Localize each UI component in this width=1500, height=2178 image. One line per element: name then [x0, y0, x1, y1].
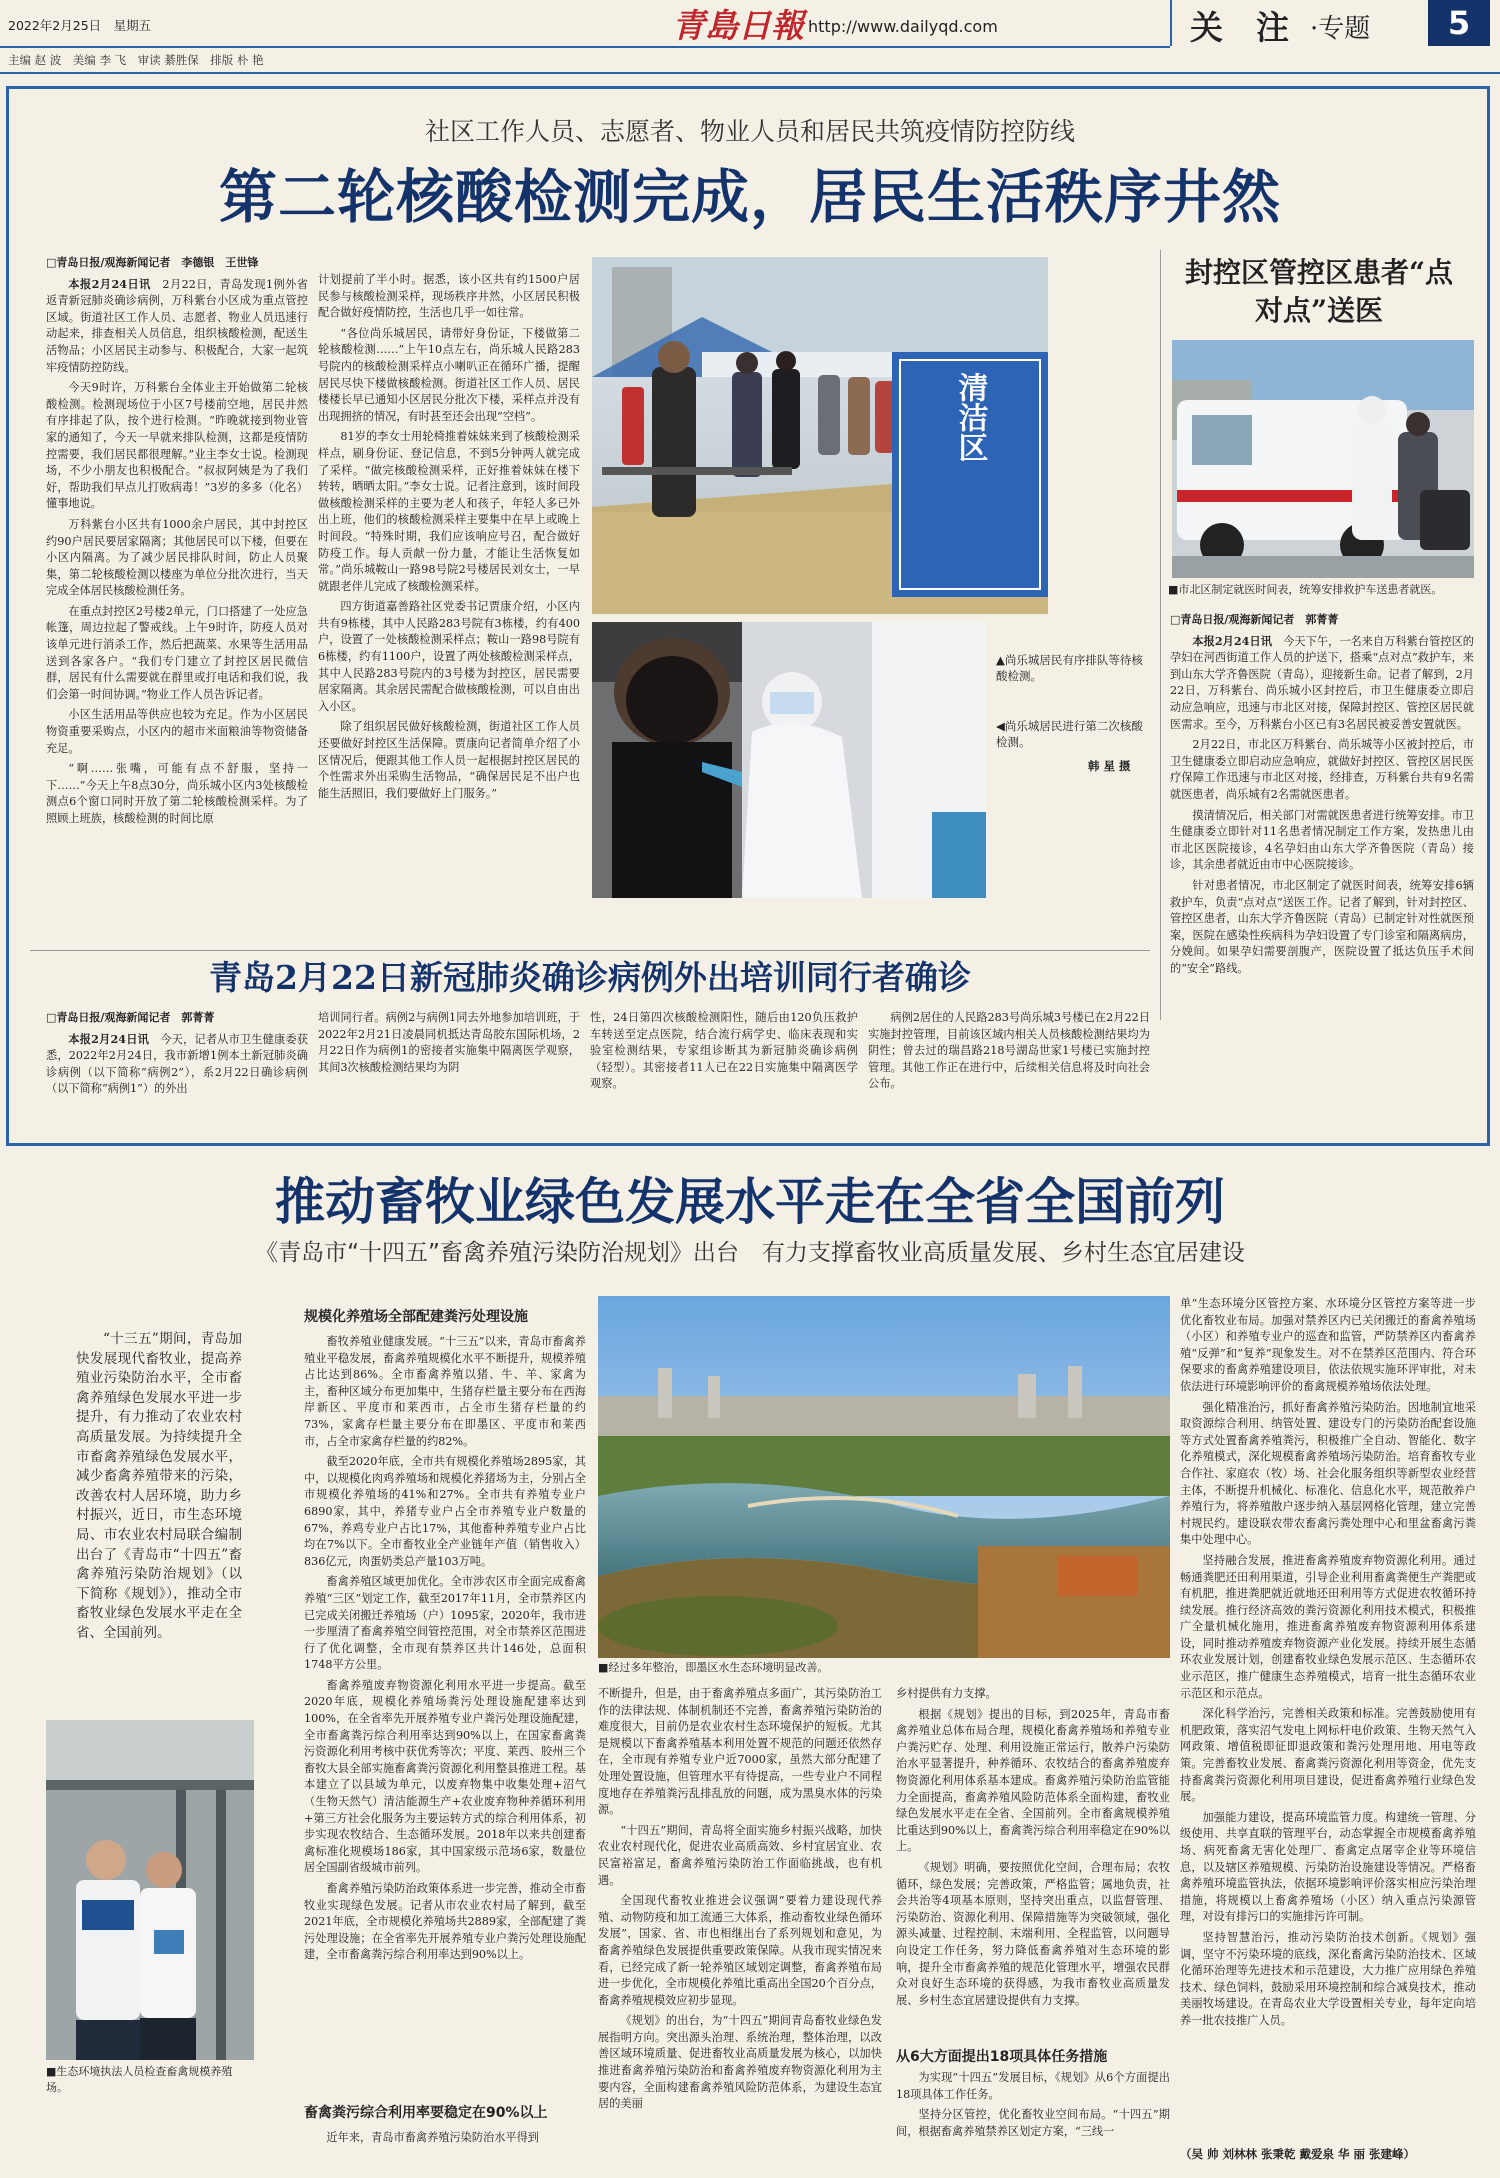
photo-queue-testing: [592, 257, 1048, 614]
paragraph: 坚持智慧治污，推动污染防治技术创新。《规划》强调，坚守不污染环境的底线，深化畜禽污染防治技术、区域化循环治理等先进技术和示范建设，大力推广应用绿色养殖技术、绿色饲料，鼓励采用环境控制和综合减臭技术，推动美丽牧场建设。在青岛农业大学设置相关专业，每年定向培养一批农技推广人员。: [1180, 1930, 1476, 2027]
story4-headline: 推动畜牧业绿色发展水平走在全省全国前列: [275, 1172, 1225, 1231]
paragraph: 除了组织居民做好核酸检测，街道社区工作人员还要做好封控区生活保障。贾康向记者简单介绍了小区情况后，便跟其他工作人员一起根据封控区居民的个性需求外出采购生活物品，“确保居民足不出户也能生活照旧，我们要做好上门服务。”: [318, 720, 580, 800]
paragraph: 近年来，青岛市畜禽养殖污染防治水平得到: [326, 2131, 539, 2144]
paragraph: “啊……张嘴，可能有点不舒服，坚持一下……”今天上午8点30分，尚乐城小区内3处核酸检测点6个窗口同时开放了第二轮核酸检测采样。为了照顾上班族，核酸检测的时间比原: [46, 762, 308, 825]
paragraph: 2月22日，青岛发现1例外省返青新冠肺炎确诊病例，万科紫台小区成为重点管控区域。街道社区工作人员、志愿者、物业人员迅速行动起来，排查相关人员信息，组织核酸检测，配送生活物品；小区居民主动参与、积极配合，大家一起筑牢疫情防控防线。: [46, 277, 308, 374]
paragraph: 今天，记者从市卫生健康委获悉，2022年2月24日，我市新增1例本土新冠肺炎确诊病例（以下简称“病例2”），系2月22日确诊病例（以下简称“病例1”）的外出: [46, 1032, 308, 1096]
paragraph: 81岁的李女士用轮椅推着妹妹来到了核酸检测采样点，刷身份证、登记信息，不到5分钟两人就完成了采样。“做完核酸检测采样，正好推着妹妹在楼下转转，晒晒太阳。”李女士说。记者注意到，该时间段做核酸检测采样的主要为老人和孩子，年轻人多已外出上班，他们的核酸检测采样主要集中在早上或晚上时间段。“特殊时期，我们应该响应号召，配合做好防疫工作。每人贡献一份力量，才能让生活恢复如常。”尚乐城鞍山一路98号院2号楼居民刘女士，一早就跟老伴儿完成了核酸检测采样。: [318, 430, 580, 593]
story4-deck: 《青岛市“十四五”畜禽养殖污染防治规划》出台 有力支撑畜牧业高质量发展、乡村生态宜居建设: [255, 1240, 1245, 1266]
story4-column-3b: [896, 1686, 1170, 2016]
photo-swab-sampling: [592, 622, 986, 898]
story4-column-4: [1180, 1296, 1476, 2136]
photo-jimo-waterfront-image: [598, 1296, 1170, 1658]
story3-byline: □青岛日报/观海新闻记者 郭菁菁: [46, 1011, 215, 1024]
sign-clean-zone: 清洁区: [952, 372, 988, 462]
photo-caption-swab: ◀尚乐城居民进行第二次核酸检测。: [996, 719, 1143, 749]
paragraph: 今天9时许，万科紫台全体业主开始做第二轮核酸检测。检测现场位于小区7号楼前空地，居民井然有序排起了队，按个进行检测。“昨晚就接到物业管家的通知了，今天一早就来排队检测，这都是疫情防控需要，我们居民都很理解。”业主李女士说。检测现场，不少小朋友也积极配合。“叔叔阿姨是为了我们好，帮助我们早点儿打败病毒！”3岁的多多（化名）懂事地说。: [46, 381, 308, 511]
story3-column-4: [868, 1010, 1150, 1130]
story3-headline: 青岛2月22日新冠肺炎确诊病例外出培训同行者确诊: [209, 958, 971, 997]
paragraph: 计划提前了半小时。据悉，该小区共有约1500户居民参与核酸检测采样，现场秩序井然，小区居民积极配合做好疫情防控，生活也几乎一如往常。: [318, 273, 580, 320]
story4-credit: （吴 帅 刘林林 张秉乾 戴爱泉 华 丽 张建峰）: [1180, 2147, 1416, 2161]
story2-body: [1170, 612, 1474, 1020]
story2-headline-text: 封控区管控区患者“点对点”送医: [1184, 256, 1454, 327]
paragraph: 畜禽养殖区域更加优化。全市涉农区市全面完成畜禽养殖“三区”划定工作，截至2017年11月，全市禁养区内已完成关闭搬迁养殖场（户）1095家，2020年，我市进一步厘清了畜禽养殖空间管控范围，对全市禁养区范围进行了优化调整，全市现有禁养区共计146处，总面积1748平方公里。: [304, 1575, 586, 1672]
story2-byline: □青岛日报/观海新闻记者 郭菁菁: [1170, 613, 1339, 626]
photo-inspectors-image: [46, 1720, 254, 2060]
paragraph: 针对患者情况，市北区制定了就医时间表，统筹安排6辆救护车，负责“点对点”送医工作。记者了解到，针对封控区、管控区患者，山东大学齐鲁医院（青岛）已制定针对性就医预案，医院在感染性疾病科为孕妇设置了专门诊室和隔离病房，分娩间。如果孕妇需要剖腹产，医院设置了抵达负压手术间的“安全”路线。: [1170, 878, 1474, 975]
story2-dateline: 本报2月24日讯: [1192, 633, 1272, 648]
story1-kicker: 社区工作人员、志愿者、物业人员和居民共筑疫情防控防线: [424, 117, 1075, 146]
paragraph: 畜禽养殖污染防治政策体系进一步完善，推动全市畜牧业实现绿色发展。记者从市农业农村局了解到，截至2021年底，全市规模化养殖场共2889家，全部配建了粪污处理设施；在全省率先开展养殖专业户粪污处理设施配建，全市畜禽粪污综合利用率达到90%以上。: [304, 1882, 586, 1962]
photo-caption-ambulance: ■市北区制定就医时间表，统筹安排救护车送患者就医。: [1168, 583, 1443, 596]
paragraph: 性，24日第四次核酸检测阳性，随后由120负压救护车转送至定点医院，结合流行病学史、临床表现和实验室检测结果，专家组诊断其为新冠肺炎确诊病例（轻型）。其密接者11人已在22日实施集中隔离医学观察。: [590, 1011, 858, 1091]
paragraph: 坚持分区管控，优化畜牧业空间布局。“十四五”期间，根据畜禽养殖禁养区划定方案，“三线一: [896, 2108, 1170, 2138]
paragraph: 畜牧养殖业健康发展。“十三五”以来，青岛市畜禽养殖业平稳发展，畜禽养殖规模化水平不断提升，规模养殖占比达到86%。全市畜禽养殖以猪、牛、羊、家禽为主，畜种区域分布更加集中，生猪存栏量主要分布在西海岸新区、平度市和莱西市，占全市生猪存栏量的约73%，家禽存栏量主要分布在即墨区、平度市和莱西市，占全市家禽存栏量的约82%。: [304, 1335, 586, 1448]
photo-swab-sampling-image: [592, 622, 986, 898]
subhead-18-measures: 从6大方面提出18项具体任务措施: [896, 2049, 1108, 2065]
website-url[interactable]: http://www.dailyqd.com: [808, 17, 998, 36]
page-number: 5: [1428, 0, 1490, 46]
photo-jimo-waterfront: [598, 1296, 1170, 1658]
paragraph: 摸清情况后，相关部门对需就医患者进行统筹安排。市卫生健康委立即针对11名患者情况制定工作方案，发热患儿由市北区医院接诊，4名孕妇由山东大学齐鲁医院（青岛）接诊，其余患者就近由市中心医院接诊。: [1170, 808, 1474, 872]
paragraph: 万科紫台小区共有1000余户居民，其中封控区约90户居民要居家隔离；其他居民可以下楼，但要在小区内隔离。为了减少居民排队时间，防止人员聚集，第二轮核酸检测以楼座为单位分批次进行，当天完成全体居民核酸检测任务。: [46, 517, 308, 598]
photo-queue-testing-image: [592, 257, 1048, 614]
story4-column-3a: [598, 1686, 882, 2170]
story3-dateline: 本报2月24日讯: [68, 1031, 149, 1046]
newspaper-logo: 青島日報: [672, 6, 804, 45]
story2-headline: [1164, 254, 1474, 330]
credits-line: 主编 赵 波 美编 李 飞 审读 綦胜保 排版 朴 艳: [8, 53, 264, 67]
paragraph: 单”生态环境分区管控方案、水环境分区管控方案等进一步优化畜牧业布局。加强对禁养区内已关闭搬迁的畜禽养殖场（小区）和养殖专业户的巡查和监管，严防禁养区内畜禽养殖“反弹”和“复养”现象发生。对不在禁养区范围内、符合环保要求的畜禽养殖建设项目，依法依规实施环评审批，对未依法进行环境影响评价的畜禽规模养殖场依法处理。: [1180, 1297, 1476, 1393]
story4-intro: “十三五”期间，青岛加快发展现代畜牧业，提高养殖业污染防治水平，全市畜禽养殖绿色发展水平进一步提升，有力推动了农业农村高质量发展。为持续提升全市畜禽养殖绿色发展水平，减少畜禽养殖带来的污染，改善农村人居环境，助力乡村振兴，近日，市生态环境局、市农业农村局联合编制出台了《青岛市“十四五”畜禽养殖污染防治规划》（以下简称《规划》），推动全市畜牧业绿色发展水平走在全省、全国前列。: [76, 1331, 242, 1641]
story3-column-1: [46, 1010, 308, 1130]
paragraph: 截至2020年底，全市共有规模化养殖场2895家，其中，以规模化肉鸡养殖场和规模化养猪场为主，分别占全市规模化养殖场的41%和27%。全市共有养殖专业户6890家，其中，养猪专业户占全市养殖专业户数量的67%，养鸡专业户占比17%，其他畜种养殖专业户占比均在7%以下。全市畜牧业全产业链年产值（销售收入）836亿元，肉蛋奶类总产量103万吨。: [304, 1455, 586, 1568]
paragraph: 在重点封控区2号楼2单元，门口搭建了一处应急帐篷，周边拉起了警戒线。上午9时许，防疫人员对该单元进行消杀工作，然后把蔬菜、水果等生活用品送到各家各户。“我们专门建立了封控区居民微信群，居民有什么需要就在群里或打电话和我们说，我们会第一时间协调。”物业工作人员告诉记者。: [46, 604, 308, 701]
paragraph: 根据《规划》提出的目标，到2025年，青岛市畜禽养殖业总体布局合理，规模化畜禽养殖场和养殖专业户粪污贮存、处理、利用设施正常运行，散养户污染防治水平显著提升，种养循环、农牧结合的畜禽养殖废弃物资源化利用体系基本建成。畜禽养殖污染防治监管能力全面提高，畜禽养殖风险防范体系全面构建，畜牧业绿色发展水平走在全省、全国前列。全市畜禽规模养殖比重达到90%以上，畜禽粪污综合利用率稳定在90%以上。: [896, 1707, 1170, 1854]
paragraph: 坚持融合发展，推进畜禽养殖废弃物资源化利用。通过畅通粪肥还田利用渠道，引导企业利用畜禽粪便生产粪肥或有机肥，推进粪肥就近就地还田利用等方式促进农牧循环持续发展。推行经济高效的粪污资源化利用技术模式，积极推广全量机械化施用，推进畜禽养殖废弃物资源利用体系建设，同时推动养殖废弃物资源产业化发展。持续开展生态循环农业发展计划，创建畜牧业绿色发展示范区、生态循环农业示范区，推广健康生态养殖模式，培育一批生态循环农业示范区和示范点。: [1180, 1553, 1476, 1700]
subhead-facilities: 规模化养殖场全部配建粪污处理设施: [304, 1309, 528, 1325]
paragraph: 2月22日，市北区万科紫台、尚乐城等小区被封控后，市卫生健康委立即启动应急响应，就做好封控区、管控区居民医疗保障工作迅速与市北区对接，经排查，万科紫台共有9名需就医患者，尚乐城有2名需就医患者。: [1170, 738, 1474, 801]
paragraph: 《规划》的出台，为“十四五”期间青岛畜牧业绿色发展指明方向。突出源头治理、系统治理，整体治理，以改善区域环境质量、促进畜牧业高质量发展为核心，以加快推进畜禽养殖污染防治和畜禽养殖废弃物资源化利用为主要内容，全面构建畜禽养殖风险防范体系，为建设生态宜居的美丽: [598, 2014, 882, 2111]
section-title: 关 注: [1190, 8, 1289, 47]
story3-column-3: [590, 1010, 858, 1130]
paragraph: 病例2居住的人民路283号尚乐城3号楼已在2月22日实施封控管理，目前该区域内相关人员核酸检测结果均为阴性；曾去过的瑞昌路218号湖岛世家1号楼已实施封控管理。其他工作正在进行中，后续相关信息将及时向社会公布。: [868, 1011, 1150, 1091]
story1-dateline: 本报2月24日讯: [68, 276, 151, 291]
photo-ambulance-image: [1172, 340, 1474, 578]
section-subtitle: ·专题: [1310, 14, 1371, 44]
paragraph: 《规划》明确，要按照优化空间，合理布局；农牧循环，绿色发展；完善政策，严格监管；属地负责，社会共治等4项基本原则，坚持突出重点，以监督管理、污染防治、资源化利用、保障措施等为突破领域，强化源头减量、过程控制、末端利用、全程监管，以问题导向设定工作任务，努力降低畜禽养殖对生态环境的影响，提升全市畜禽养殖的规范化管理水平，增强农民群众对良好生态环境的获得感，为我市畜牧业高质量发展、乡村生态宜居建设提供有力支撑。: [896, 1860, 1170, 2007]
story1-column-1: [46, 255, 308, 895]
story1-headline: 第二轮核酸检测完成，居民生活秩序井然: [218, 163, 1281, 231]
masthead: [0, 0, 1500, 72]
masthead-rule: [0, 46, 1170, 48]
paragraph: “各位尚乐城居民，请带好身份证，下楼做第二轮核酸检测……”上午10点左右，尚乐城人民路283号院内的核酸检测采样点小喇叭正在循环广播，提醒居民尽快下楼做核酸检测。街道社区工作人员、居民楼楼长早已通知小区居民分批次下楼，采样点并没有出现拥挤的情况，有时甚至还会出现“空档”。: [318, 326, 580, 423]
photo-credit: 韩 星 摄: [1088, 759, 1131, 773]
paragraph: 四方街道嘉善路社区党委书记贾康介绍，小区内共有9栋楼，其中人民路283号院有3栋楼，约有400户，设置了一处核酸检测采样点；鞍山一路98号院有6栋楼，约有1100户，设置了两处核酸检测采样点，其中人民路283号院内的3号楼为封控区，居民需要居家隔离。其余居民需配合做核酸检测，可以自由出入小区。: [318, 600, 580, 713]
story3-column-2: [318, 1010, 580, 1130]
section-title-box: [1170, 0, 1490, 46]
paragraph: 为实现“十四五”发展目标，《规划》从6个方面提出18项具体工作任务。: [896, 2071, 1170, 2101]
paragraph: 全国现代畜牧业推进会议强调“要着力建设现代养殖、动物防疫和加工流通三大体系，推动畜牧业绿色循环发展”，国家、省、市也相继出台了系列规划和意见，为畜禽养殖绿色发展提供重要政策保障。从我市现实情况来看，已经完成了新一轮养殖区域划定调整，畜禽养殖布局进一步优化，全市规模化养殖比重高出全国20个百分点，畜禽养殖规模效应初步显现。: [598, 1894, 882, 2007]
story1-byline: □青岛日报/观海新闻记者 李德银 王世锋: [46, 256, 259, 269]
subhead-utilization-rate: 畜禽粪污综合利用率要稳定在90%以上: [304, 2105, 548, 2121]
paragraph: 畜禽养殖废弃物资源化利用水平进一步提高。截至2020年底，规模化养殖场粪污处理设施配建率达到100%，在全省率先开展养殖专业户粪污处理设施配建，全市畜禽粪污综合利用率达到90%以上，在国家畜禽粪污资源化利用考核中获优秀等次；平度、莱西、胶州三个畜牧大县全部实施畜禽粪污资源化利用整县推进工程。基本建立了以县域为单元，以废弃物集中收集处理+沼气（生物天然气）清洁能源生产+农业废弃物种养循环利用+第三方社会化服务为主要运转方式的综合利用体系，初步实现农牧结合、生态循环发展。2018年以来共创建畜禽标准化规模场186家，其中国家级示范场6家，数量位居全国副省级城市前列。: [304, 1678, 586, 1875]
masthead-rule-bottom: [0, 72, 1500, 74]
divider-right-column: [1160, 250, 1161, 1020]
story4-column-2-tail: [304, 2130, 586, 2170]
story4-column-3b-tail: [896, 2070, 1170, 2170]
paragraph: 培训同行者。病例2与病例1同去外地参加培训班，于2022年2月21日凌晨同机抵达青岛胶东国际机场，2月22日作为病例1的密接者实施集中隔离医学观察，其间3次核酸检测结果均为阴: [318, 1011, 580, 1074]
photo-caption-waterfront: ■经过多年整治，即墨区水生态环境明显改善。: [598, 1661, 829, 1674]
paragraph: “十四五”期间，青岛将全面实施乡村振兴战略，加快农业农村现代化，促进农业高质高效、乡村宜居宜业、农民富裕富足，畜禽养殖污染防治工作面临挑战，也有机遇。: [598, 1823, 882, 1887]
paragraph: 强化精准治污，抓好畜禽养殖污染防治。因地制宜地采取资源综合利用、纳管处置、建设专门的污染防治配套设施等方式处置畜禽养殖粪污，积极推广全自动、智能化、数字化养殖模式，深化规模畜禽养殖场污染防治。培育畜牧专业合作社、家庭农（牧）场、社会化服务组织等新型农业经营主体，不断提升机械化、标准化、信息化水平，规范散养户养殖行为，将养殖散户逐步纳入基层网格化管理，建立完善村规民约。建设联农带农畜禽污粪处理中心和里盆畜禽污粪集中处理中心。: [1180, 1400, 1476, 1547]
photo-inspectors: [46, 1720, 254, 2060]
photo-ambulance: [1172, 340, 1474, 578]
story4-column-2: [304, 1334, 586, 2064]
paragraph: 今天下午，一名来自万科紫台管控区的孕妇在河西街道工作人员的护送下，搭乘“点对点”救护车，来到山东大学齐鲁医院（青岛），迎接新生命。记者了解到，2月22日，万科紫台、尚乐城小区封控后，市卫生健康委立即启动应急响应，迅速与市北区对接，保障封控区、管控区居民就医需求。至今，万科紫台小区已有3名居民被妥善安置就医。: [1170, 634, 1474, 731]
divider-story3-top: [30, 950, 1150, 951]
photo-caption-queue: ▲尚乐城居民有序排队等待核酸检测。: [996, 653, 1143, 683]
paragraph: 加强能力建设，提高环境监管力度。构建统一管理、分级使用、共享直联的管理平台，动态掌握全市规模畜禽养殖场、病死畜禽无害化处理厂、畜禽定点屠宰企业等环境信息，以及辖区养殖规模、污染防治设施建设等情况。严格畜禽养殖环境监管执法，依据环境影响评价落实相应污染治理措施，将规模以上畜禽养殖场（小区）纳入重点污染源管理，对设有排污口的实施排污许可制。: [1180, 1810, 1476, 1924]
paragraph: 不断提升，但是，由于畜禽养殖点多面广，其污染防治工作的法律法规、体制机制还不完善，畜禽养殖污染防治的难度很大，目前仍是农业农村生态环境保护的短板。尤其是规模以下畜禽养殖基本利用处置不规范的问题还依然存在，全市现有养殖专业户近7000家，虽然大部分配建了处理处置设施，但管理水平有待提高，一些专业户不同程度地存在养殖粪污乱排乱放的问题，成为黑臭水体的污染源。: [598, 1687, 882, 1817]
paragraph: 乡村提供有力支撑。: [896, 1687, 997, 1700]
photo-caption-inspectors: ■生态环境执法人员检查畜禽规模养殖场。: [46, 2065, 233, 2094]
paragraph: 深化科学治污，完善相关政策和标准。完善鼓励使用有机肥政策，落实沼气发电上网标杆电价政策、生物天然气入网政策、增值税即征即退政策和粪污处理用地、用电等政策。完善畜牧业发展、畜禽粪污资源化利用等资金，优先支持畜禽粪污资源化利用项目建设，促进畜禽养殖行业绿色发展。: [1180, 1707, 1476, 1804]
story1-column-2: [318, 272, 580, 895]
paragraph: 小区生活用品等供应也较为充足。作为小区居民物资重要采购点，小区内的超市米面粮油等物资储备充足。: [46, 708, 308, 755]
issue-date: 2022年2月25日 星期五: [8, 18, 152, 33]
